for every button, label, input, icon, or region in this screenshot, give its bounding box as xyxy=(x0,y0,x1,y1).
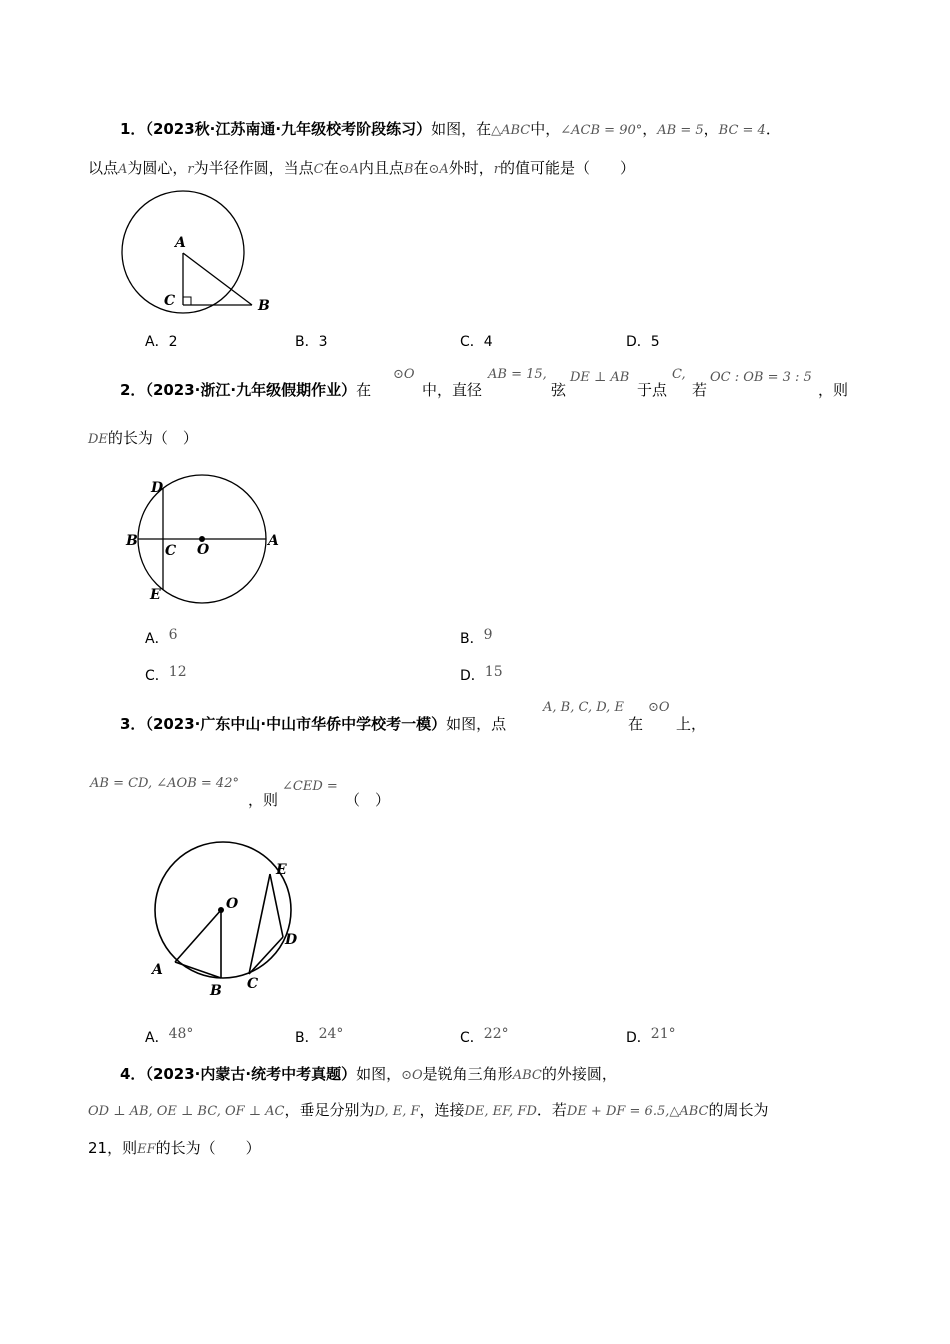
q2-figure xyxy=(115,470,290,615)
q3-option-b[interactable] xyxy=(295,1027,343,1047)
q4-math-sum: DE + DF = 6.5,△ABC xyxy=(566,1104,709,1119)
q4-text: 的周长为 xyxy=(708,1101,769,1119)
q2-math-c: C, xyxy=(672,367,686,382)
q1-label-a: A xyxy=(175,235,186,251)
q1-number: 1． xyxy=(120,120,146,138)
q1-option-d[interactable] xyxy=(626,331,660,351)
q1-text: ， xyxy=(642,120,658,138)
q2-line1-text xyxy=(120,380,371,400)
q1-source: （2023秋·江苏南通·九年级校考阶段练习） xyxy=(145,120,432,138)
q3-segment-oa xyxy=(175,910,221,962)
q4-text: ．若 xyxy=(536,1101,567,1119)
q3-center-dot xyxy=(218,907,224,913)
q2-label-c: C xyxy=(165,543,177,559)
option-label: B． xyxy=(295,334,319,350)
q3-label-b: B xyxy=(210,983,222,999)
q3-option-c[interactable] xyxy=(460,1027,509,1047)
q3-math-circle-o: ⊙O xyxy=(648,700,670,715)
q3-option-a[interactable] xyxy=(145,1027,193,1047)
q2-label-a: A xyxy=(268,533,279,549)
q1-math-b: B xyxy=(403,162,414,177)
q1-label-c: C xyxy=(164,293,176,309)
q1-option-b[interactable] xyxy=(295,331,328,351)
q3-text: （ ） xyxy=(345,791,391,809)
q2-text: 弦 xyxy=(551,381,567,399)
q1-math-bc: BC = 4 xyxy=(718,123,766,138)
option-label: C． xyxy=(460,334,484,350)
q2-math-circle-o: ⊙O xyxy=(393,367,415,382)
q1-option-a[interactable] xyxy=(145,331,178,351)
option-label: A． xyxy=(145,1030,169,1046)
q3-label-o: O xyxy=(226,896,239,912)
q2-text: 中，直径 xyxy=(422,381,483,399)
q4-text: 的长为（ ） xyxy=(155,1139,261,1157)
q3-source: （2023·广东中山·中山市华侨中学校考一模） xyxy=(145,715,447,733)
q4-text: ，连接 xyxy=(419,1101,465,1119)
option-value: 9 xyxy=(483,627,493,643)
q1-text: ， xyxy=(703,120,719,138)
q4-math-abc: ABC xyxy=(512,1068,542,1083)
q1-text: 在 xyxy=(413,159,429,177)
q4-math-ef: EF xyxy=(137,1142,156,1157)
q1-segment-ab xyxy=(183,253,252,305)
q2-number: 2． xyxy=(120,381,146,399)
q4-text: 如图， xyxy=(356,1065,402,1083)
q1-text: 以点 xyxy=(88,159,119,177)
option-value: 21° xyxy=(650,1026,676,1042)
q1-right-angle-mark xyxy=(183,297,191,305)
q1-text: 内且点 xyxy=(358,159,404,177)
q3-chord-cd xyxy=(249,937,283,974)
option-value: 22° xyxy=(483,1026,509,1042)
q1-label-b: B xyxy=(258,298,270,314)
option-value: 15 xyxy=(484,664,503,680)
q1-text: 如图，在 xyxy=(431,120,492,138)
q1-text: 外时， xyxy=(448,159,494,177)
q2-text: ，则 xyxy=(818,381,849,399)
q4-source: （2023·内蒙古·统考中考真题） xyxy=(145,1065,357,1083)
option-value: 6 xyxy=(168,627,178,643)
q2-option-b[interactable] xyxy=(460,628,493,648)
q1-math-circle-a: ⊙A xyxy=(338,162,359,177)
q1-text: 的值可能是（ ） xyxy=(500,159,636,177)
option-label: C． xyxy=(145,668,169,684)
q4-line3 xyxy=(88,1138,261,1160)
q1-math-r: r xyxy=(187,162,194,177)
q2-text: 于点 xyxy=(637,381,668,399)
q4-number: 4． xyxy=(120,1065,146,1083)
q3-segment-ec xyxy=(249,874,270,974)
q2-text: 若 xyxy=(692,381,708,399)
q2-text: 在 xyxy=(356,381,372,399)
q1-text: 中， xyxy=(530,120,561,138)
option-value: 24° xyxy=(318,1026,344,1042)
q1-text: 在 xyxy=(323,159,339,177)
option-label: A． xyxy=(145,334,169,350)
q2-label-e: E xyxy=(150,587,161,603)
q1-math-a: A xyxy=(118,162,128,177)
q4-line2 xyxy=(88,1100,769,1122)
q3-text: 上， xyxy=(676,715,707,733)
q2-math-ratio: OC : OB = 3 : 5 xyxy=(710,370,812,385)
option-label: B． xyxy=(460,631,484,647)
q1-line1 xyxy=(120,119,781,141)
q1-math-r: r xyxy=(493,162,501,177)
q4-math-perpendiculars: OD ⊥ AB, OE ⊥ BC, OF ⊥ AC xyxy=(88,1104,285,1119)
q3-line1-text xyxy=(120,714,506,734)
q1-math-c: C xyxy=(313,162,324,177)
q4-math-def: D, E, F xyxy=(374,1104,420,1119)
q4-text: ，垂足分别为 xyxy=(284,1101,375,1119)
q2-math-de-perp-ab: DE ⊥ AB xyxy=(570,370,630,385)
q1-option-c[interactable] xyxy=(460,331,493,351)
q2-label-d: D xyxy=(151,480,164,496)
q2-source: （2023·浙江·九年级假期作业） xyxy=(145,381,357,399)
q4-text: 是锐角三角形 xyxy=(422,1065,513,1083)
q3-number: 3． xyxy=(120,715,146,733)
q3-option-d[interactable] xyxy=(626,1027,676,1047)
option-label: B． xyxy=(295,1030,319,1046)
option-value: 48° xyxy=(168,1026,194,1042)
q4-text: 的外接圆， xyxy=(541,1065,617,1083)
q3-math-points: A, B, C, D, E xyxy=(543,700,624,715)
q1-figure xyxy=(110,185,290,325)
q2-line2 xyxy=(88,428,198,450)
option-value: 3 xyxy=(318,334,328,350)
q2-label-o: O xyxy=(197,542,210,558)
q3-label-c: C xyxy=(247,976,259,992)
q1-math-triangle: △ABC xyxy=(491,123,531,138)
q3-figure xyxy=(145,840,315,1000)
q4-text: 21，则 xyxy=(88,1139,138,1157)
option-value: 2 xyxy=(168,334,178,350)
q1-math-circle-a: ⊙A xyxy=(428,162,449,177)
q2-math-de: DE xyxy=(88,432,108,447)
option-value: 12 xyxy=(168,664,187,680)
q3-math-angle-ced: ∠CED = xyxy=(282,779,338,794)
q3-text: 如图，点 xyxy=(446,715,507,733)
q3-segment-ed xyxy=(270,874,283,937)
q2-label-b: B xyxy=(126,533,138,549)
q2-option-a[interactable] xyxy=(145,628,178,648)
q2-math-ab: AB = 15, xyxy=(488,367,547,382)
q1-text: 为圆心， xyxy=(127,159,188,177)
q3-text: 在 xyxy=(628,715,644,733)
q2-option-c[interactable] xyxy=(145,665,187,685)
option-label: C． xyxy=(460,1030,484,1046)
option-label: A． xyxy=(145,631,169,647)
q3-math-condition: AB = CD, ∠AOB = 42° xyxy=(90,776,239,791)
q4-line1 xyxy=(120,1064,617,1086)
q2-option-d[interactable] xyxy=(460,665,503,685)
option-value: 5 xyxy=(650,334,660,350)
option-value: 4 xyxy=(483,334,493,350)
q3-label-e: E xyxy=(276,862,287,878)
q1-line2 xyxy=(88,158,635,180)
option-label: D． xyxy=(460,668,485,684)
q4-math-circle-o: ⊙O xyxy=(401,1068,423,1083)
q1-text: 为半径作圆，当点 xyxy=(193,159,314,177)
option-label: D． xyxy=(626,1030,651,1046)
q3-text: ，则 xyxy=(248,791,279,809)
q2-text: 的长为（ ） xyxy=(107,429,198,447)
q1-text: ． xyxy=(765,120,781,138)
q4-math-segments: DE, EF, FD xyxy=(464,1104,537,1119)
q3-chord-ab xyxy=(175,962,221,978)
q1-math-angle: ∠ACB = 90° xyxy=(560,123,643,138)
q1-math-ab: AB = 5 xyxy=(657,123,704,138)
option-label: D． xyxy=(626,334,651,350)
q3-label-a: A xyxy=(152,962,163,978)
q3-label-d: D xyxy=(285,932,298,948)
